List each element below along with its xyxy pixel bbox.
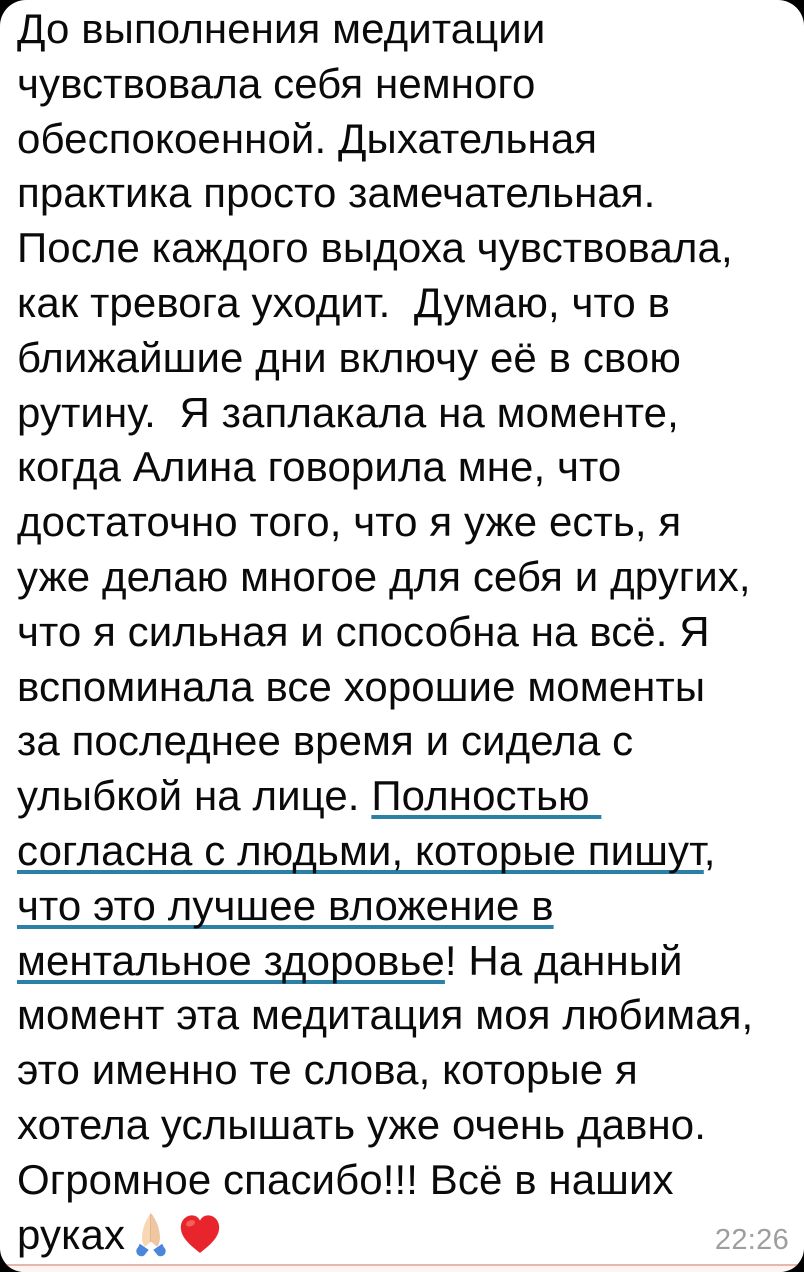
- text-segment: вспоминала все хорошие моменты: [17, 662, 706, 710]
- message-line: [17, 988, 792, 1043]
- message-line: [17, 276, 792, 331]
- text-segment: когда Алина говорила мне, что: [17, 443, 622, 491]
- folded-hands-emoji: [128, 1211, 174, 1257]
- message-line: [17, 221, 792, 276]
- text-segment: достаточно того, что я уже есть, я: [17, 498, 682, 546]
- message-line: [17, 1153, 792, 1208]
- message-line: [17, 331, 792, 386]
- text-segment: руках: [17, 1210, 126, 1258]
- message-line: [17, 440, 792, 495]
- text-segment: хотела услышать уже очень давно.: [17, 1100, 706, 1148]
- message-line: [17, 1098, 792, 1153]
- text-segment: обеспокоенной. Дыхательная: [17, 114, 598, 162]
- message-line: [17, 386, 792, 441]
- text-segment: как тревога уходит. Думаю, что в: [17, 278, 671, 326]
- message-line: [17, 2, 792, 57]
- message-timestamp: 22:26: [714, 1224, 789, 1256]
- text-segment: за последнее время и сидела с: [17, 717, 634, 765]
- underlined-text: ментальное здоровье: [17, 936, 445, 984]
- text-segment: рутину. Я заплакала на моменте,: [17, 388, 679, 436]
- red-heart-emoji: [177, 1211, 223, 1257]
- text-segment: ! На данный: [444, 936, 683, 984]
- text-segment: ,: [703, 826, 716, 874]
- text-segment: После каждого выдоха чувствовала,: [17, 224, 733, 272]
- message-line: [17, 1043, 792, 1098]
- message-line: [17, 934, 792, 989]
- text-segment: что я сильная и способна на всё. Я: [17, 607, 710, 655]
- message-line: [17, 879, 792, 934]
- underlined-text: согласна с людьми, которые пишут: [17, 826, 704, 874]
- below-divider-area: [0, 1266, 804, 1272]
- text-segment: практика просто замечательная.: [17, 169, 656, 217]
- message-line: [17, 769, 792, 824]
- text-segment: улыбкой на лице.: [17, 772, 372, 820]
- message-line: [17, 824, 792, 879]
- text-segment: чувствовала себя немного: [17, 59, 536, 107]
- text-segment: Огромное спасибо!!! Всё в наших: [17, 1155, 674, 1203]
- text-segment: До выполнения медитации: [17, 5, 546, 52]
- message-line: [17, 57, 792, 112]
- text-segment: ближайшие дни включу её в свою: [17, 333, 681, 381]
- message-line: [17, 166, 792, 221]
- message-line: [17, 112, 792, 167]
- message-line: [17, 495, 792, 550]
- message-line: [17, 660, 792, 715]
- message-line: [17, 550, 792, 605]
- underlined-text: Полностью: [371, 772, 602, 820]
- text-segment: это именно те слова, которые я: [17, 1046, 638, 1094]
- message-line: [17, 714, 792, 769]
- text-segment: уже делаю многое для себя и других,: [17, 552, 751, 600]
- message-line: [17, 605, 792, 660]
- underlined-text: что это лучшее вложение в: [17, 881, 554, 929]
- text-segment: момент эта медитация моя любимая,: [17, 991, 754, 1039]
- message-line: [17, 1208, 792, 1263]
